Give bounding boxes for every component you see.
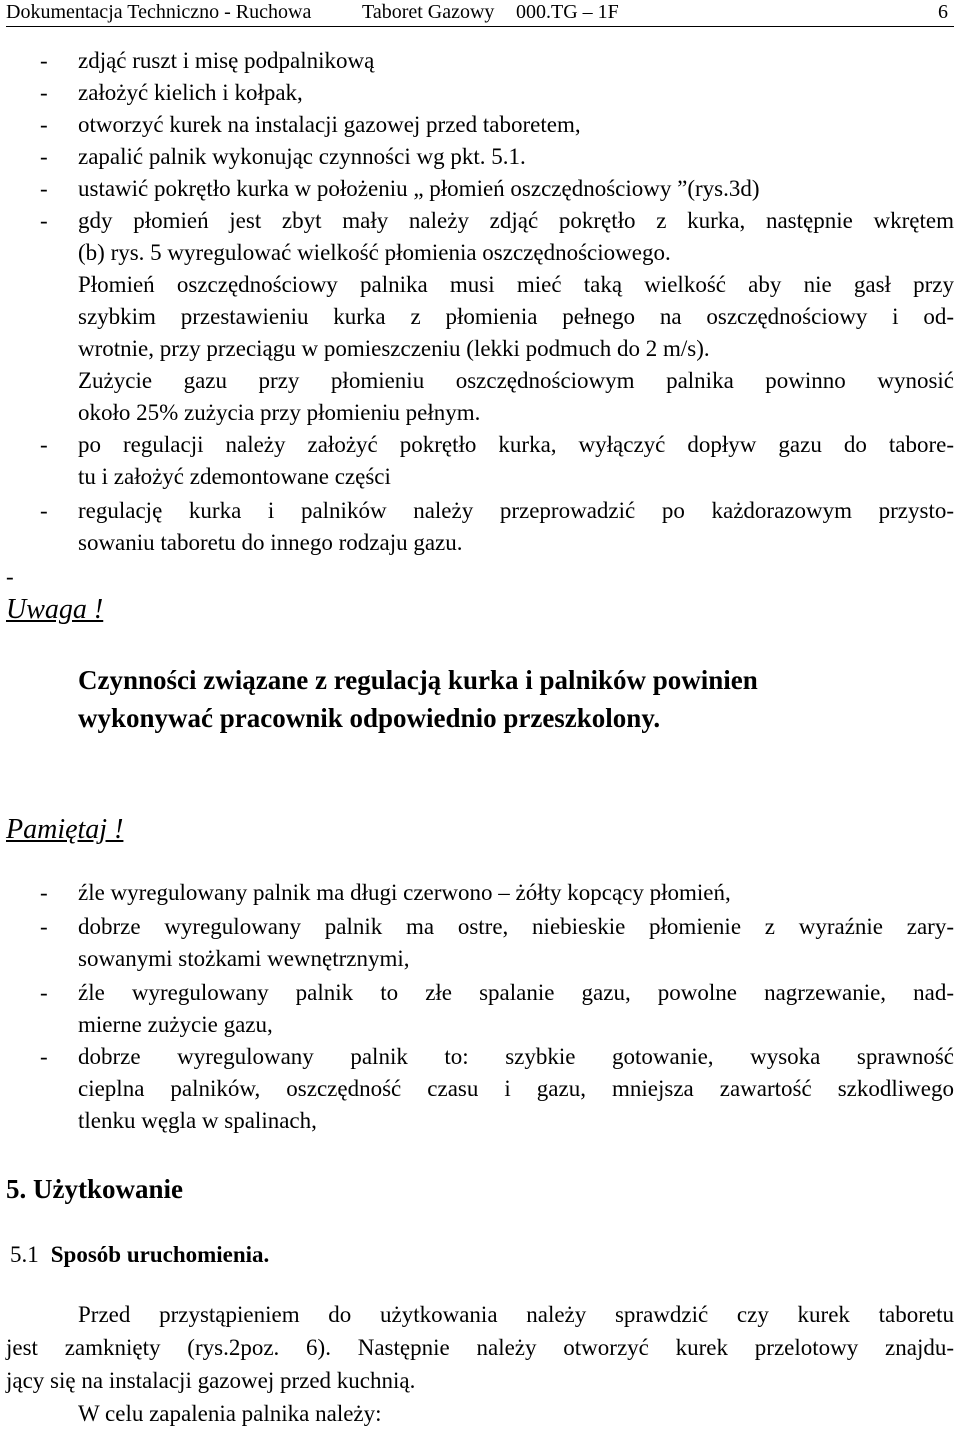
step-text: zdjąć ruszt i misę podpalnikową <box>78 48 375 73</box>
paragraph-line: jest zamknięty (rys.2poz. 6). Następnie należy otworzyć kurek przelotowy znajdu- <box>6 1335 954 1360</box>
warning-heading: Uwaga ! <box>6 594 104 625</box>
remember-item-text: dobrze wyregulowany palnik ma ostre, niebieskie płomienie z wyraźnie zary- <box>78 914 954 939</box>
list-dash: - <box>40 498 48 523</box>
step-text: (b) rys. 5 wyregulować wielkość płomienia oszczędnościowego. <box>78 240 671 265</box>
remember-item-text: cieplna palników, oszczędność czasu i gazu, mniejsza zawartość szkodliwego <box>78 1076 954 1101</box>
list-dash: - <box>40 432 48 457</box>
remember-item-text: źle wyregulowany palnik to złe spalanie gazu, powolne nagrzewanie, nad- <box>78 980 954 1005</box>
header-page-number: 6 <box>938 1 948 23</box>
remember-item-text: dobrze wyregulowany palnik to: szybkie gotowanie, wysoka sprawność <box>78 1044 954 1069</box>
list-dash: - <box>6 564 14 589</box>
list-dash: - <box>40 914 48 939</box>
paragraph-line: jący się na instalacji gazowej przed kuchnią. <box>6 1368 416 1393</box>
step-text: szybkim przestawieniu kurka z płomienia pełnego na oszczędnościowy i od- <box>78 304 954 329</box>
subsection-number: 5.1 <box>10 1242 39 1267</box>
list-dash: - <box>40 144 48 169</box>
remember-heading: Pamiętaj ! <box>6 814 124 845</box>
list-dash: - <box>40 980 48 1005</box>
page-header <box>6 0 954 27</box>
step-text: około 25% zużycia przy płomieniu pełnym. <box>78 400 481 425</box>
step-text: sowaniu taboretu do innego rodzaju gazu. <box>78 530 463 555</box>
remember-item-text: sowanymi stożkami wewnętrznymi, <box>78 946 410 971</box>
list-dash: - <box>40 208 48 233</box>
step-text: otworzyć kurek na instalacji gazowej przed taboretem, <box>78 112 581 137</box>
warning-text: wykonywać pracownik odpowiednio przeszkolony. <box>78 703 661 733</box>
section-title: 5. Użytkowanie <box>6 1174 183 1204</box>
step-text: regulację kurka i palników należy przeprowadzić po każdorazowym przysto- <box>78 498 954 523</box>
remember-item-text: źle wyregulowany palnik ma długi czerwono – żółty kopcący płomień, <box>78 880 731 905</box>
paragraph-line: Przed przystąpieniem do użytkowania należy sprawdzić czy kurek taboretu <box>78 1302 954 1327</box>
step-text: Zużycie gazu przy płomieniu oszczędnościowym palnika powinno wynosić <box>78 368 954 393</box>
step-text: gdy płomień jest zbyt mały należy zdjąć pokrętło z kurka, następnie wkrętem <box>78 208 954 233</box>
list-dash: - <box>40 176 48 201</box>
remember-item-text: mierne zużycie gazu, <box>78 1012 273 1037</box>
warning-text: Czynności związane z regulacją kurka i palników powinien <box>78 665 758 695</box>
list-dash: - <box>40 112 48 137</box>
header-product-code: 000.TG – 1F <box>516 1 619 23</box>
step-text: Płomień oszczędnościowy palnika musi mieć taką wielkość aby nie gasł przy <box>78 272 954 297</box>
header-document-title: Dokumentacja Techniczno - Ruchowa <box>6 1 312 23</box>
step-text: założyć kielich i kołpak, <box>78 80 303 105</box>
list-dash: - <box>40 48 48 73</box>
step-text: tu i założyć zdemontowane części <box>78 464 391 489</box>
list-dash: - <box>40 880 48 905</box>
step-text: po regulacji należy założyć pokrętło kurka, wyłączyć dopływ gazu do tabore- <box>78 432 954 457</box>
list-dash: - <box>40 80 48 105</box>
step-text: ustawić pokrętło kurka w położeniu „ płomień oszczędnościowy ”(rys.3d) <box>78 176 760 201</box>
subsection-heading <box>10 1240 269 1270</box>
step-text: zapalić palnik wykonując czynności wg pkt. 5.1. <box>78 144 526 169</box>
paragraph-line: W celu zapalenia palnika należy: <box>78 1401 382 1426</box>
step-text: wrotnie, przy przeciągu w pomieszczeniu (lekki podmuch do 2 m/s). <box>78 336 710 361</box>
list-dash: - <box>40 1044 48 1069</box>
subsection-title: Sposób uruchomienia. <box>50 1242 270 1267</box>
header-product-name: Taboret Gazowy <box>362 1 495 23</box>
remember-item-text: tlenku węgla w spalinach, <box>78 1108 317 1133</box>
